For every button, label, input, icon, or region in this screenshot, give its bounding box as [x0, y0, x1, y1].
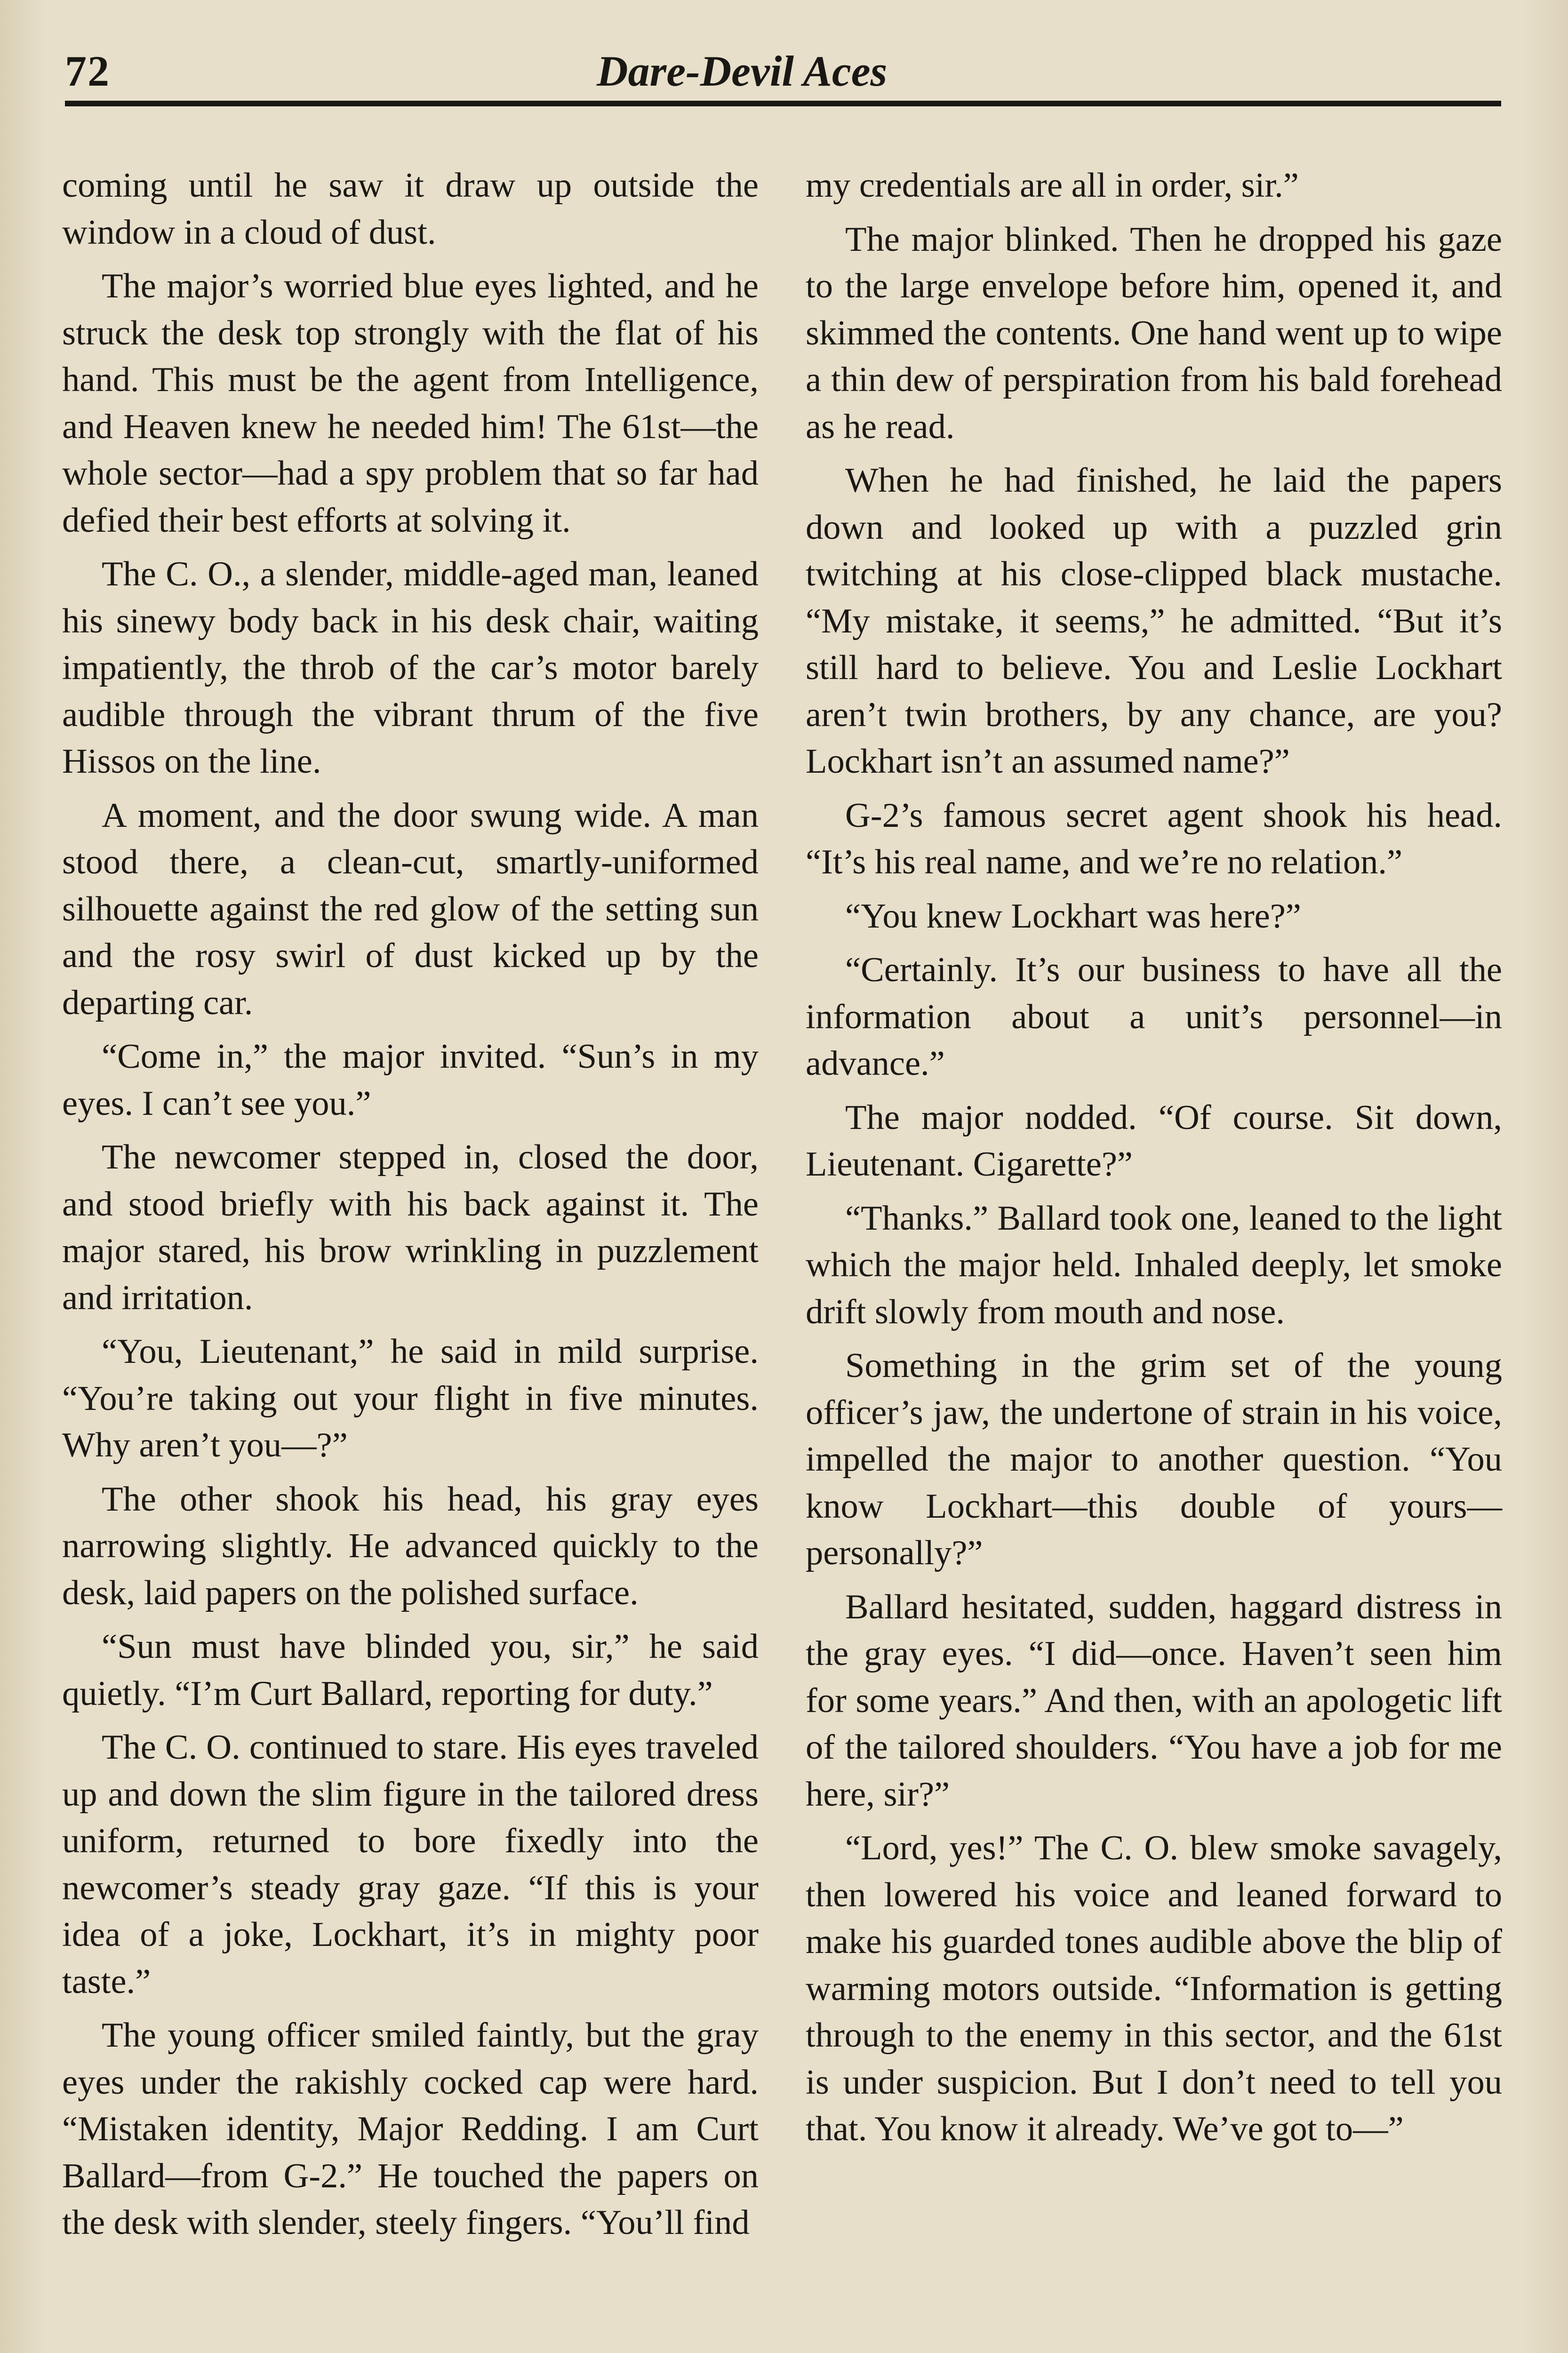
paragraph: “Thanks.” Ballard took one, leaned to the light which the major held. Inhaled deeply, let smoke drift slowly from mouth and nose.	[806, 1199, 1502, 1331]
paragraph: “You, Lieutenant,” he said in mild surprise. “You’re taking out your flight in five minutes. Why aren’t you—?”	[62, 1332, 759, 1465]
paragraph: “Sun must have blinded you, sir,” he said quietly. “I’m Curt Ballard, reporting for duty.”	[62, 1627, 759, 1713]
page-number: 72	[65, 47, 110, 95]
paragraph: my credentials are all in order, sir.”	[806, 166, 1299, 205]
paragraph: The other shook his head, his gray eyes narrowing slightly. He advanced quickly to the desk, laid papers on the polished surface.	[62, 1480, 759, 1612]
paragraph: When he had finished, he laid the papers down and looked up with a puzzled grin twitching at his close-clipped black mustache. “My mistake, it seems,” he admitted. “But it’s still hard to believe. You and Leslie Lockhart aren’t twin brothers, by any chance, are you? Lockhart isn’t an assumed name?”	[806, 461, 1502, 781]
left-column	[62, 162, 759, 2254]
paragraph: The major’s worried blue eyes lighted, and he struck the desk top strongly with the flat of his hand. This must be the agent from Intelligence, and Heaven knew he needed him! The 61st—the whole sector—had a spy problem that so far had defied their best efforts at solving it.	[62, 267, 759, 540]
paragraph: “You knew Lockhart was here?”	[845, 896, 1301, 936]
paragraph: The young officer smiled faintly, but the gray eyes under the rakishly cocked cap were hard. “Mistaken identity, Major Redding. I am Curt Ballard—from G-2.” He touched the papers on the desk with slender, steely fingers. “You’ll find	[62, 2016, 759, 2242]
paragraph: The major blinked. Then he dropped his gaze to the large envelope before him, opened it, and skimmed the contents. One hand went up to wipe a thin dew of perspiration from his bald forehead as he read.	[806, 220, 1502, 446]
paragraph: Something in the grim set of the young officer’s jaw, the undertone of strain in his voice, impelled the major to another question. “You know Lockhart—this double of yours—personally?”	[806, 1346, 1502, 1572]
paragraph: The newcomer stepped in, closed the door, and stood briefly with his back against it. The major stared, his brow wrinkling in puzzlement and irritation.	[62, 1138, 759, 1317]
paragraph: Ballard hesitated, sudden, haggard distress in the gray eyes. “I did—once. Haven’t seen him for some years.” And then, with an apologetic lift of the tailored shoulders. “You have a job for me here, sir?”	[806, 1587, 1502, 1814]
header-rule	[65, 101, 1501, 106]
paragraph: A moment, and the door swung wide. A man stood there, a clean-cut, smartly-uniformed silhouette against the red glow of the setting sun and the rosy swirl of dust kicked up by the departing car.	[62, 796, 759, 1022]
paragraph: The C. O. continued to stare. His eyes traveled up and down the slim figure in the tailored dress uniform, returned to bore fixedly into the newcomer’s steady gray gaze. “If this is your idea of a joke, Lockhart, it’s in mighty poor taste.”	[62, 1728, 759, 2001]
paragraph: “Come in,” the major invited. “Sun’s in my eyes. I can’t see you.”	[62, 1037, 759, 1123]
paragraph: “Lord, yes!” The C. O. blew smoke savagely, then lowered his voice and leaned forward to make his guarded tones audible above the blip of warming motors outside. “Information is getting through to the enemy in this sector, and the 61st is under suspicion. But I don’t need to tell you that. You know it already. We’ve got to—”	[806, 1829, 1502, 2148]
running-title: Dare-Devil Aces	[597, 47, 888, 95]
paragraph: The major nodded. “Of course. Sit down, Lieutenant. Cigarette?”	[806, 1098, 1502, 1184]
paragraph: G-2’s famous secret agent shook his head. “It’s his real name, and we’re no relation.”	[806, 796, 1502, 881]
paragraph: coming until he saw it draw up outside the window in a cloud of dust.	[62, 166, 759, 252]
paragraph: The C. O., a slender, middle-aged man, leaned his sinewy body back in his desk chair, waiting impatiently, the throb of the car’s motor barely audible through the vibrant thrum of the five Hissos on the line.	[62, 555, 759, 781]
page-header	[65, 43, 1501, 104]
right-column	[806, 162, 1502, 2160]
paragraph: “Certainly. It’s our business to have all the information about a unit’s personnel—in advance.”	[806, 951, 1502, 1083]
